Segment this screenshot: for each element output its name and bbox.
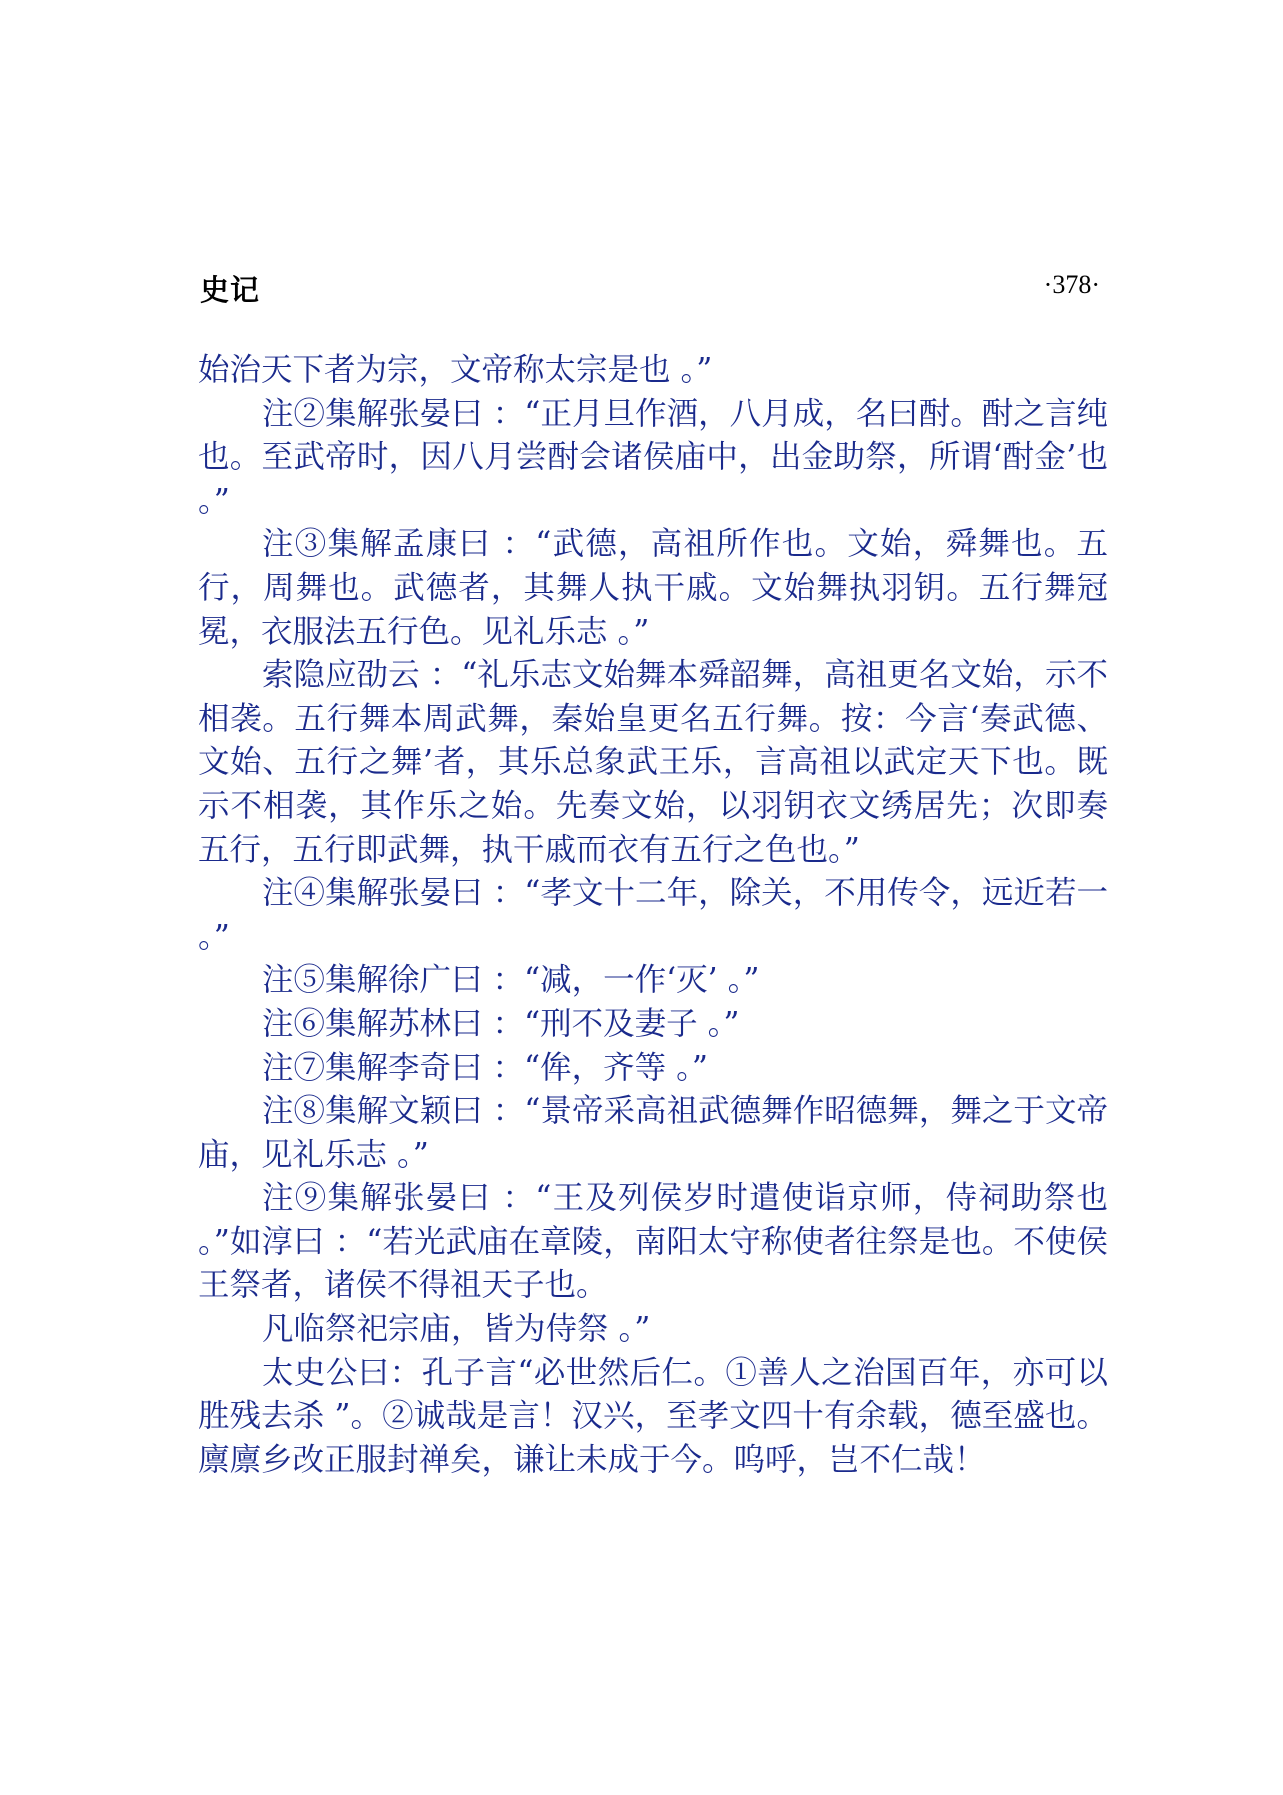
paragraph: 索隐应劭云 ：“礼乐志文始舞本舜韶舞，高祖更名文始，示不相袭。五行舞本周武舞，秦始皇更名五行舞。按：今言‘奏武德、文始、五行之舞’者，其乐总象武王乐，言高祖以武定天下也。既示不相袭，其作乐之始。先奏文始，以羽钥衣文绣居先；次即奏五行，五行即武舞，执干戚而衣有五行之色也。” [198,657,1108,868]
page-body [198,349,1119,1482]
page-number: ·378· [1043,270,1100,299]
paragraph: 注⑥集解苏林曰 ：“刑不及妻子 。” [262,1005,740,1042]
paragraph: 注⑤集解徐广曰 ：“减，一作‘灭’ 。” [262,962,760,999]
paragraph: 始治天下者为宗，文帝称太宗是也 。” [198,352,713,388]
paragraph: 注⑦集解李奇曰 ：“侔，齐等 。” [262,1049,708,1086]
paragraph: 凡临祭祀宗庙，皆为侍祭 。” [262,1311,651,1348]
paragraph: 注④集解张晏曰 ：“孝文十二年，除关，不用传令，远近若一 。” [198,875,1119,955]
page-header [200,268,1100,312]
paragraph: 太史公曰：孔子言“必世然后仁。①善人之治国百年，亦可以胜残去杀 ”。②诚哉是言！汉兴，至孝文四十有余载，德至盛也。廪廪乡改正服封禅矣，谦让未成于今。呜呼，岂不仁哉！ [198,1354,1108,1478]
paragraph: 注③集解孟康曰 ：“武德，高祖所作也。文始，舜舞也。五行，周舞也。武德者，其舞人执干戚。文始舞执羽钥。五行舞冠冕，衣服法五行色。见礼乐志 。” [198,526,1108,650]
paragraph: 注⑨集解张晏曰 ：“王及列侯岁时遣使诣京师，侍祠助祭也 。”如淳曰 ：“若光武庙在章陵，南阳太守称使者往祭是也。不使侯王祭者，诸侯不得祖天子也。 [198,1180,1119,1304]
paragraph: 注⑧集解文颖曰 ：“景帝采高祖武德舞作昭德舞，舞之于文帝庙，见礼乐志 。” [198,1093,1108,1173]
paragraph: 注②集解张晏曰 ：“正月旦作酒，八月成，名曰酎。酎之言纯也。至武帝时，因八月尝酎会诸侯庙中，出金助祭，所谓‘酎金’也 。” [198,395,1119,519]
book-title: 史记 [200,273,261,307]
